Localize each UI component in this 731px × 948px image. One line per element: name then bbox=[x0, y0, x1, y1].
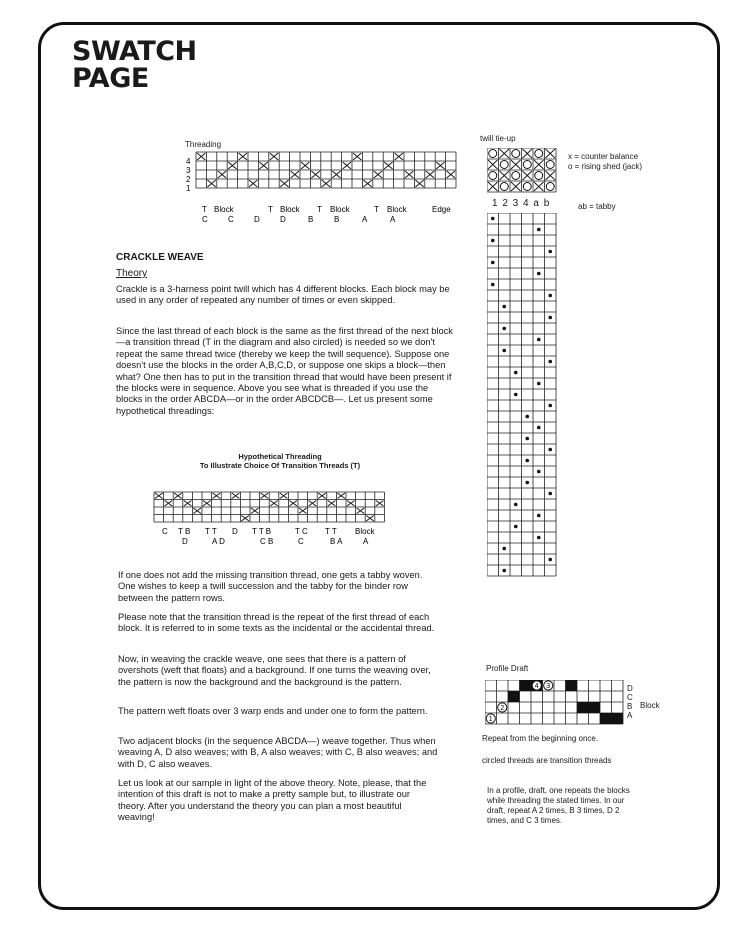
transition-number: 2 bbox=[500, 705, 505, 712]
treadling-dot bbox=[537, 426, 541, 430]
hyp-label: A bbox=[363, 537, 369, 546]
block-letter: D bbox=[254, 215, 260, 224]
hyp-label: C bbox=[162, 527, 168, 536]
profile-block bbox=[520, 680, 532, 691]
treadling-dot bbox=[514, 371, 518, 375]
hyp-title-line-2: To Illustrate Choice Of Transition Threads (T) bbox=[199, 461, 361, 470]
profile-repeat-note: Repeat from the beginning once. bbox=[482, 734, 599, 743]
treadling-dot bbox=[548, 294, 552, 298]
treadling-dot bbox=[491, 261, 495, 265]
row-num: 2 bbox=[186, 175, 191, 184]
treadling-dot bbox=[514, 503, 518, 507]
paragraph-1: Crackle is a 3-harness point twill which has 4 different blocks. Each block may be used in any order of repeated any number of times or even skipped. bbox=[116, 284, 450, 306]
hyp-label: C B bbox=[260, 537, 274, 546]
tieup-o bbox=[535, 172, 543, 180]
treadling-grid bbox=[487, 213, 559, 579]
title-line-1: SWATCH bbox=[72, 36, 197, 67]
transition-number: 3 bbox=[546, 683, 551, 690]
tieup-o bbox=[546, 161, 554, 169]
treadling-dot bbox=[502, 569, 506, 573]
treadling-dot bbox=[537, 382, 541, 386]
tieup-o bbox=[489, 172, 497, 180]
edge-label: Edge bbox=[432, 205, 451, 214]
treadling-dot bbox=[514, 393, 518, 397]
hyp-label: C bbox=[298, 537, 304, 546]
profile-block bbox=[600, 713, 612, 724]
row-num: 4 bbox=[186, 157, 191, 166]
block-label: T bbox=[202, 205, 207, 214]
tieup-grid bbox=[487, 148, 559, 196]
treadling-dot bbox=[502, 327, 506, 331]
treadling-dot bbox=[548, 360, 552, 364]
hyp-label: T C bbox=[295, 527, 308, 536]
title-line-2: PAGE bbox=[72, 63, 149, 94]
paragraph-3: If one does not add the missing transition thread, one gets a tabby woven. One wishes to keep a twill succession and the tabby for the binder row between the pattern rows. bbox=[118, 570, 423, 603]
legend-counter-balance: x = counter balance bbox=[568, 152, 639, 161]
treadling-dot bbox=[525, 459, 529, 463]
profile-row-b: B bbox=[627, 702, 633, 711]
tieup-o bbox=[512, 172, 520, 180]
treadling-dot bbox=[537, 228, 541, 232]
tieup-o bbox=[523, 183, 531, 191]
tieup-o bbox=[546, 183, 554, 191]
profile-block bbox=[589, 702, 601, 713]
hyp-label: Block bbox=[355, 527, 375, 536]
legend-tabby: ab = tabby bbox=[578, 202, 616, 211]
hyp-label: T B bbox=[178, 527, 191, 536]
profile-block bbox=[577, 702, 589, 713]
block-letter: B bbox=[334, 215, 340, 224]
profile-label: Profile Draft bbox=[486, 664, 529, 673]
treadling-dot bbox=[548, 558, 552, 562]
profile-row-c: C bbox=[627, 693, 633, 702]
threading-diagram bbox=[182, 150, 462, 230]
treadling-dot bbox=[548, 316, 552, 320]
hyp-title-line-1: Hypothetical Threading bbox=[238, 452, 322, 461]
row-num: 1 bbox=[186, 184, 191, 193]
page-title bbox=[72, 38, 197, 92]
profile-explanation: In a profile, draft, one repeats the blocks while threading the stated times. In our draft, repeat A 2 times, B 3 times, D 2 times, and C 3 times. bbox=[487, 786, 630, 825]
transition-number: 1 bbox=[488, 716, 493, 723]
hypothetical-title bbox=[130, 452, 430, 470]
block-letter: D bbox=[280, 215, 286, 224]
treadling-dot bbox=[548, 250, 552, 254]
threading-label: Threading bbox=[185, 140, 222, 149]
tieup-o bbox=[489, 150, 497, 158]
treadling-dot bbox=[548, 492, 552, 496]
block-letter: C bbox=[228, 215, 234, 224]
paragraph-7: Two adjacent blocks (in the sequence ABCDA—) weave together. Thus when weaving A, D also weaves; with B, A also weaves; with C, B also weaves; and with D, C also weaves. bbox=[118, 736, 438, 769]
legend-rising-shed: o = rising shed (jack) bbox=[568, 162, 643, 171]
hyp-label: D bbox=[232, 527, 238, 536]
tieup-o bbox=[512, 150, 520, 158]
tieup-o bbox=[523, 161, 531, 169]
block-letter: B bbox=[308, 215, 314, 224]
treadling-dot bbox=[525, 415, 529, 419]
block-letter: A bbox=[362, 215, 368, 224]
paragraph-6: The pattern weft floats over 3 warp ends and under one to form the pattern. bbox=[118, 706, 428, 716]
block-label: T bbox=[268, 205, 273, 214]
treadling-dot bbox=[537, 470, 541, 474]
block-label: Block bbox=[330, 205, 350, 214]
profile-draft-grid bbox=[485, 680, 625, 726]
transition-number: 4 bbox=[534, 683, 539, 690]
hyp-label: T T bbox=[325, 527, 337, 536]
profile-block-label: Block bbox=[640, 701, 660, 710]
treadling-dot bbox=[514, 525, 518, 529]
block-label: T bbox=[317, 205, 322, 214]
block-letter: C bbox=[202, 215, 208, 224]
treadling-dot bbox=[502, 305, 506, 309]
treadling-dot bbox=[548, 448, 552, 452]
treadling-dot bbox=[537, 514, 541, 518]
block-letter: A bbox=[390, 215, 396, 224]
tieup-label: twill tie-up bbox=[480, 134, 516, 143]
tieup-o bbox=[500, 161, 508, 169]
profile-row-labels bbox=[627, 684, 633, 720]
profile-row-a: A bbox=[627, 711, 633, 720]
treadling-dot bbox=[502, 349, 506, 353]
hyp-label: A D bbox=[212, 537, 225, 546]
hyp-label: B A bbox=[330, 537, 343, 546]
profile-block bbox=[566, 680, 578, 691]
treadling-dot bbox=[502, 547, 506, 551]
block-label: T bbox=[374, 205, 379, 214]
treadling-dot bbox=[537, 338, 541, 342]
block-label: Block bbox=[387, 205, 407, 214]
paragraph-4: Please note that the transition thread is the repeat of the first thread of each block. It is referred to in some texts as the incidental or the accidental thread. bbox=[118, 612, 435, 634]
hyp-label: T T B bbox=[252, 527, 272, 536]
treadling-dot bbox=[491, 217, 495, 221]
hyp-label: D bbox=[182, 537, 188, 546]
paragraph-8: Let us look at our sample in light of the above theory. Note, please, that the intention of this draft is not to make a pretty sample but, to illustrate our theory. After you understand the theory you can plan a most beautiful weaving! bbox=[118, 778, 427, 823]
tieup-columns: 1 2 3 4 a b bbox=[492, 198, 551, 209]
treadling-dot bbox=[525, 437, 529, 441]
profile-row-d: D bbox=[627, 684, 633, 693]
crackle-heading: CRACKLE WEAVE bbox=[116, 252, 204, 263]
treadling-dot bbox=[491, 283, 495, 287]
treadling-dot bbox=[525, 481, 529, 485]
profile-block bbox=[508, 691, 520, 702]
tieup-o bbox=[500, 183, 508, 191]
profile-block bbox=[612, 713, 624, 724]
tieup-o bbox=[535, 150, 543, 158]
profile-circled-note: circled threads are transition threads bbox=[482, 756, 612, 765]
treadling-dot bbox=[537, 536, 541, 540]
hyp-label: T T bbox=[205, 527, 217, 536]
block-label: Block bbox=[214, 205, 234, 214]
paragraph-5: Now, in weaving the crackle weave, one sees that there is a pattern of overshots (weft that floats) and a background. If one turns the weaving over, the pattern is now the background and the background is the pattern. bbox=[118, 654, 431, 687]
treadling-dot bbox=[491, 239, 495, 243]
treadling-dot bbox=[537, 272, 541, 276]
block-label: Block bbox=[280, 205, 300, 214]
theory-heading: Theory bbox=[116, 268, 148, 279]
treadling-dot bbox=[548, 404, 552, 408]
hypothetical-threading-diagram bbox=[150, 490, 400, 550]
row-num: 3 bbox=[186, 166, 191, 175]
paragraph-2: Since the last thread of each block is the same as the first thread of the next block—a transition thread (T in the diagram and also circled) is needed so we don't repeat the same thread twice (thereby we keep the twill sequence). Suppose one doesn't use the blocks in the order A,B,C,D, or suppose one skips a block—then what? One then has to put in the transition thread that would have been present if the blocks were in sequence. Above you see what is threaded if you use the blocks in the order ABCDA—or in the order ABCDCB—. Let us present some hypothetical threadings: bbox=[116, 326, 453, 416]
